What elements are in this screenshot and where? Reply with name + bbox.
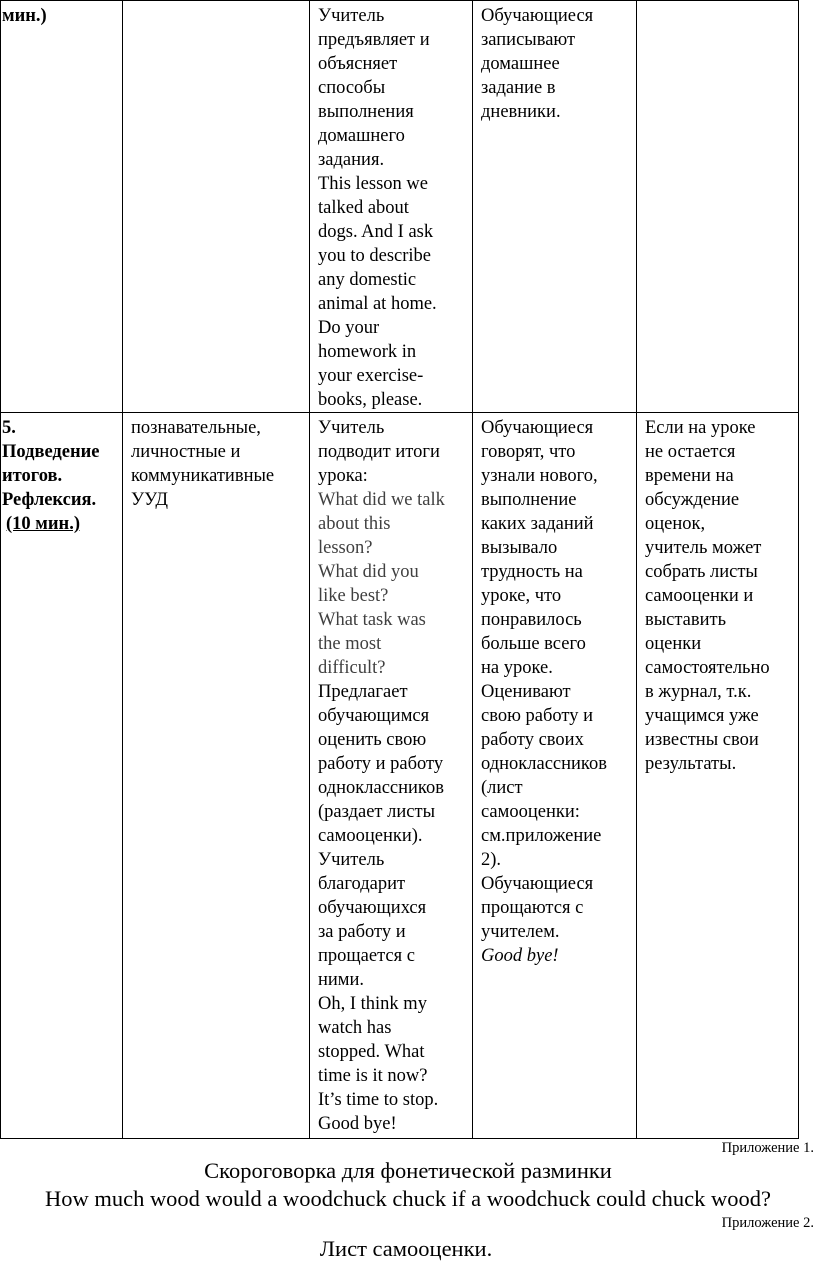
cell-text-line: Предлагает: [318, 682, 408, 702]
notes-cell: [637, 413, 799, 1139]
cell-text-line: выставить: [645, 610, 727, 630]
cell-text-line: задания.: [318, 150, 385, 170]
cell-text-line: личностные и: [131, 442, 241, 462]
cell-text-line: учащимся уже: [645, 706, 759, 726]
cell-text-line: учитель может: [645, 538, 762, 558]
cell-text-line: времени на: [645, 466, 734, 486]
teacher-activity-lines: [318, 4, 464, 412]
appendix-2-title: Лист самооценки.: [319, 1236, 493, 1261]
cell-text-line: результаты.: [645, 754, 737, 774]
student-activity-cell: [473, 413, 637, 1139]
cell-text-line: Обучающиеся: [481, 6, 594, 26]
cell-text-line: What task was: [318, 610, 426, 630]
cell-text-line: выполнения: [318, 102, 414, 122]
cell-text-line: difficult?: [318, 658, 386, 678]
cell-text-line: Подведение: [2, 442, 100, 462]
teacher-activity-cell: [310, 1, 473, 413]
cell-text-line: dogs. And I ask: [318, 222, 434, 242]
cell-text-line: урока:: [318, 466, 368, 486]
cell-text-line: благодарит: [318, 874, 406, 894]
cell-text-line: записывают: [481, 30, 576, 50]
cell-text-line: Good bye!: [318, 1114, 397, 1134]
cell-text-line: подводит итоги: [318, 442, 440, 462]
uud-cell: [123, 413, 310, 1139]
cell-text-line: каких заданий: [481, 514, 594, 534]
notes-lines: [645, 416, 790, 776]
uud-lines: [131, 416, 301, 512]
cell-text-line: watch has: [318, 1018, 392, 1038]
cell-text-line: не остается: [645, 442, 736, 462]
cell-text-line: Оценивают: [481, 682, 571, 702]
cell-text-line: объясняет: [318, 54, 398, 74]
cell-text-line: работу и работу: [318, 754, 444, 774]
cell-text-line: the most: [318, 634, 382, 654]
cell-text-line: оценок,: [645, 514, 706, 534]
teacher-activity-lines: [318, 416, 464, 488]
cell-text-line: Do your: [318, 318, 380, 338]
cell-text-line: ними.: [318, 970, 365, 990]
cell-text-line: учителем.: [481, 922, 560, 942]
cell-text-line: одноклассников: [481, 754, 607, 774]
stage-lines: [2, 4, 120, 28]
cell-text-line: на уроке.: [481, 658, 553, 678]
cell-text-line: домашнее: [481, 54, 560, 74]
cell-text-line: в журнал, т.к.: [645, 682, 752, 702]
table-row-reflection: [1, 413, 799, 1139]
cell-text-line: (лист: [481, 778, 523, 798]
cell-text-line: работу своих: [481, 730, 584, 750]
cell-text-line: you to describe: [318, 246, 432, 266]
cell-text-line: говорят, что: [481, 442, 576, 462]
cell-text-line: выполнение: [481, 490, 577, 510]
cell-text-line: 5.: [2, 418, 16, 438]
cell-text-line: задание в: [481, 78, 556, 98]
cell-text-line: homework in: [318, 342, 417, 362]
table-row-homework: [1, 1, 799, 413]
cell-text-line: узнали нового,: [481, 466, 598, 486]
cell-text-line: lesson?: [318, 538, 373, 558]
cell-text-line: самостоятельно: [645, 658, 770, 678]
cell-text-line: см.приложение: [481, 826, 602, 846]
student-activity-cell: [473, 1, 637, 413]
cell-text-line: What did you: [318, 562, 419, 582]
cell-text-line: Учитель: [318, 850, 385, 870]
teacher-activity-rest: [318, 680, 464, 1136]
cell-text-line: Рефлексия.: [2, 490, 97, 510]
notes-cell: [637, 1, 799, 413]
cell-text-line: больше всего: [481, 634, 586, 654]
cell-text-line: It’s time to stop.: [318, 1090, 439, 1110]
cell-text-line: понравилось: [481, 610, 582, 630]
cell-text-line: уроке, что: [481, 586, 562, 606]
cell-text-line: Учитель: [318, 6, 385, 26]
cell-text-line: итогов.: [2, 466, 63, 486]
cell-text-line: самооценки и: [645, 586, 754, 606]
cell-text-line: познавательные,: [131, 418, 261, 438]
appendix-1-label: Приложение 1.: [721, 1140, 814, 1156]
uud-cell: [123, 1, 310, 413]
cell-text-line: вызывало: [481, 538, 558, 558]
cell-text-line: Oh, I think my: [318, 994, 427, 1014]
cell-text-line: talked about: [318, 198, 409, 218]
cell-text-line: оценить свою: [318, 730, 427, 750]
cell-text-line: about this: [318, 514, 391, 534]
cell-text-line: any domestic: [318, 270, 417, 290]
appendix-2-label: Приложение 2.: [721, 1215, 814, 1231]
cell-text-line: time is it now?: [318, 1066, 428, 1086]
student-goodbye: Good bye!: [481, 946, 559, 966]
cell-text-line: за работу и: [318, 922, 406, 942]
cell-text-line: This lesson we: [318, 174, 428, 194]
cell-text-line: самооценки).: [318, 826, 423, 846]
cell-text-line: What did we talk: [318, 490, 445, 510]
cell-text-line: (раздает листы: [318, 802, 435, 822]
cell-text-line: прощается с: [318, 946, 415, 966]
cell-text-line: Учитель: [318, 418, 385, 438]
teacher-questions: [318, 488, 464, 680]
student-activity-lines: [481, 416, 628, 944]
cell-text-line: дневники.: [481, 102, 561, 122]
cell-text-line: мин.): [2, 6, 47, 26]
stage-lines: [2, 416, 120, 512]
teacher-activity-cell: [310, 413, 473, 1139]
cell-text-line: обсуждение: [645, 490, 740, 510]
cell-text-line: обучающимся: [318, 706, 430, 726]
cell-text-line: your exercise-: [318, 366, 424, 386]
cell-text-line: свою работу и: [481, 706, 594, 726]
cell-text-line: Обучающиеся: [481, 418, 594, 438]
cell-text-line: 2).: [481, 850, 502, 870]
tongue-twister: How much wood would a woodchuck chuck if a woodchuck could chuck wood?: [44, 1186, 772, 1211]
cell-text-line: like best?: [318, 586, 389, 606]
cell-text-line: способы: [318, 78, 386, 98]
cell-text-line: трудность на: [481, 562, 583, 582]
cell-text-line: оценки: [645, 634, 702, 654]
cell-text-line: stopped. What: [318, 1042, 425, 1062]
cell-text-line: собрать листы: [645, 562, 758, 582]
cell-text-line: известны свои: [645, 730, 759, 750]
stage-cell: [1, 413, 123, 1139]
cell-text-line: books, please.: [318, 390, 423, 410]
student-activity-lines: [481, 4, 628, 124]
appendix-1-title: Скороговорка для фонетической разминки: [204, 1158, 612, 1183]
cell-text-line: Если на уроке: [645, 418, 756, 438]
cell-text-line: Обучающиеся: [481, 874, 594, 894]
cell-text-line: УУД: [131, 490, 168, 510]
stage-cell: [1, 1, 123, 413]
cell-text-line: домашнего: [318, 126, 405, 146]
stage-time: (10 мин.): [6, 514, 80, 534]
cell-text-line: animal at home.: [318, 294, 437, 314]
cell-text-line: одноклассников: [318, 778, 444, 798]
cell-text-line: обучающихся: [318, 898, 427, 918]
cell-text-line: предъявляет и: [318, 30, 430, 50]
cell-text-line: самооценки:: [481, 802, 580, 822]
cell-text-line: коммуникативные: [131, 466, 275, 486]
cell-text-line: прощаются с: [481, 898, 584, 918]
